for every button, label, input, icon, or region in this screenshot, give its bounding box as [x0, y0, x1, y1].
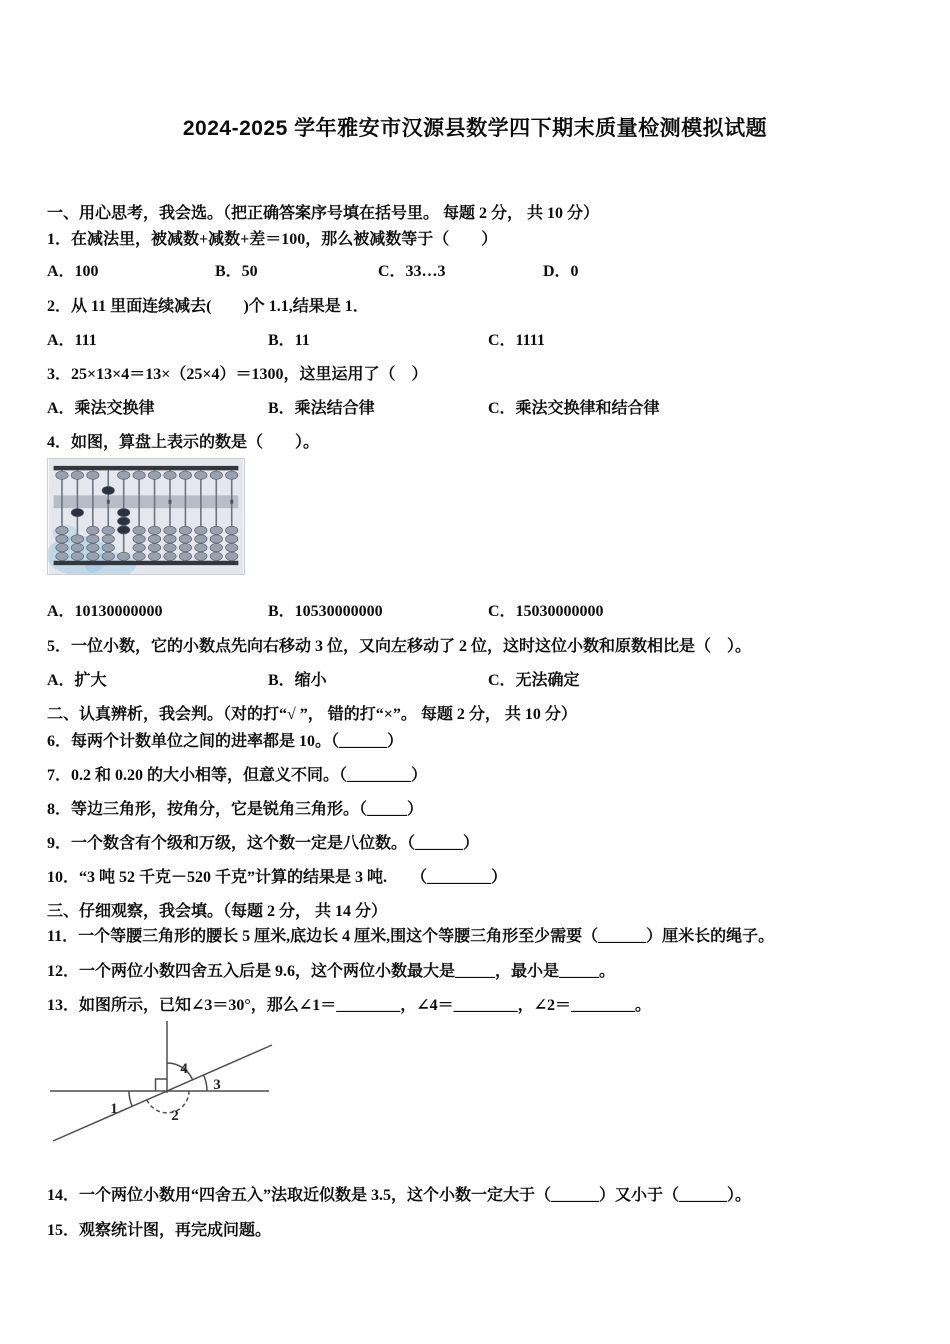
question-3-options	[47, 399, 907, 419]
abacus-bead	[117, 471, 129, 479]
abacus-bead-active	[102, 486, 114, 494]
crossbar-unit-mark	[230, 500, 233, 504]
abacus-bead	[226, 526, 238, 534]
question-1: 1．在减法里，被减数+减数+差＝100，那么被减数等于（ ）	[47, 231, 498, 248]
abacus-bead	[148, 471, 160, 479]
abacus-bead	[133, 526, 145, 534]
abacus-bead	[56, 544, 68, 552]
section-two-heading: 二、认真辨析，我会判。（对的打“√ ”， 错的打“×”。 每题 2 分， 共 10 分）	[47, 706, 577, 723]
option-b: B．10530000000	[268, 603, 383, 620]
section-one-heading: 一、用心思考，我会选。（把正确答案序号填在括号里。 每题 2 分， 共 10 分）	[47, 205, 600, 222]
abacus-top-frame	[54, 466, 239, 470]
angle-3-arc	[204, 1075, 207, 1091]
abacus-bead	[179, 552, 191, 560]
abacus-bead	[71, 552, 83, 560]
option-c: C．33…3	[378, 263, 446, 280]
angle-2-label: 2	[171, 1108, 179, 1124]
angle-3-label: 3	[213, 1077, 221, 1093]
abacus-svg	[48, 459, 244, 574]
question-8: 8．等边三角形，按角分，它是锐角三角形。（_____）	[47, 801, 424, 818]
option-b: B．缩小	[268, 672, 327, 689]
abacus-bead	[210, 535, 222, 543]
abacus-bead	[210, 471, 222, 479]
abacus-bead	[195, 552, 207, 560]
question-4: 4．如图，算盘上表示的数是（ ）。	[47, 434, 320, 451]
abacus-bead	[164, 552, 176, 560]
abacus-bead	[148, 544, 160, 552]
abacus-bead	[195, 471, 207, 479]
question-9: 9．一个数含有个级和万级，这个数一定是八位数。（______）	[47, 835, 480, 852]
question-5-options	[47, 671, 907, 691]
question-7: 7．0.2 和 0.20 的大小相等，但意义不同。（________）	[47, 767, 428, 784]
option-a: A．扩大	[47, 672, 107, 689]
abacus-bead	[133, 552, 145, 560]
abacus-bead	[164, 544, 176, 552]
abacus-bead-active	[117, 508, 129, 516]
abacus-bead	[71, 471, 83, 479]
abacus-bead	[56, 535, 68, 543]
diagonal-line	[53, 1045, 272, 1141]
abacus-bead	[71, 535, 83, 543]
angle-4-label: 4	[180, 1061, 188, 1077]
option-c: C．无法确定	[488, 672, 580, 689]
abacus-bead	[148, 535, 160, 543]
crossbar-unit-mark	[169, 500, 172, 504]
option-a: A．111	[47, 332, 97, 349]
option-b: B．乘法结合律	[268, 400, 375, 417]
angle-diagram-svg	[40, 1018, 340, 1163]
option-c: C．15030000000	[488, 603, 604, 620]
abacus-bead	[148, 552, 160, 560]
question-14: 14．一个两位小数用“四舍五入”法取近似数是 3.5，这个小数一定大于（______）又小于（______）。	[47, 1187, 752, 1204]
option-b: B．11	[268, 332, 310, 349]
question-6: 6．每两个计数单位之间的进率都是 10。（______）	[47, 733, 404, 750]
question-4-options	[47, 602, 907, 622]
abacus-bead	[117, 552, 129, 560]
abacus-bead	[195, 526, 207, 534]
abacus-bead	[226, 471, 238, 479]
abacus-crossbar	[54, 495, 239, 508]
abacus-bead	[179, 526, 191, 534]
abacus-bottom-frame	[54, 561, 239, 565]
abacus-bead	[87, 552, 99, 560]
abacus-bead	[102, 526, 114, 534]
abacus-bead	[164, 526, 176, 534]
abacus-bead	[210, 544, 222, 552]
question-11: 11．一个等腰三角形的腰长 5 厘米,底边长 4 厘米,围这个等腰三角形至少需要（______）厘米长的绳子。	[47, 928, 775, 945]
question-1-options	[47, 262, 907, 282]
crossbar-unit-mark	[107, 500, 110, 504]
angle-2-arc	[147, 1091, 189, 1113]
abacus-bead	[179, 471, 191, 479]
option-a: A．10130000000	[47, 603, 163, 620]
abacus-bead	[210, 526, 222, 534]
question-15: 15．观察统计图，再完成问题。	[47, 1222, 272, 1239]
abacus-bead	[195, 544, 207, 552]
right-angle-mark	[156, 1079, 168, 1091]
section-three-heading: 三、仔细观察，我会填。（每题 2 分， 共 14 分）	[47, 903, 388, 920]
angle-diagram	[40, 1018, 340, 1163]
abacus-bead	[102, 535, 114, 543]
abacus-bead	[56, 552, 68, 560]
abacus-bead	[179, 544, 191, 552]
abacus-bead	[133, 535, 145, 543]
question-3: 3．25×13×4＝13×（25×4）＝1300，这里运用了（ ）	[47, 366, 428, 383]
abacus-bead	[102, 552, 114, 560]
abacus-bead	[71, 544, 83, 552]
abacus-bead	[210, 552, 222, 560]
angle-1-arc	[129, 1091, 132, 1106]
abacus-bead	[56, 471, 68, 479]
abacus-bead	[148, 526, 160, 534]
option-a: A．100	[47, 263, 99, 280]
abacus-bead	[87, 471, 99, 479]
abacus-bead-active	[117, 517, 129, 525]
option-b: B．50	[215, 263, 258, 280]
page-title: 2024-2025 学年雅安市汉源县数学四下期末质量检测模拟试题	[182, 117, 768, 140]
abacus-bead	[87, 544, 99, 552]
option-d: D．0	[543, 263, 579, 280]
abacus-bead	[226, 535, 238, 543]
abacus-bead	[133, 544, 145, 552]
question-2: 2．从 11 里面连续减去( )个 1.1,结果是 1．	[47, 298, 369, 315]
abacus-bead	[87, 526, 99, 534]
question-13: 13．如图所示，已知∠3＝30°，那么∠1＝________，∠4＝________，∠2＝________。	[47, 997, 652, 1014]
abacus-bead	[87, 535, 99, 543]
option-c: C．1111	[488, 332, 545, 349]
question-12: 12．一个两位小数四舍五入后是 9.6，这个两位小数最大是_____，最小是_____。	[47, 963, 616, 980]
abacus-bead	[133, 471, 145, 479]
abacus-bead	[179, 535, 191, 543]
abacus-bead-active	[71, 508, 83, 516]
abacus-bead-active	[117, 526, 129, 534]
abacus-bead	[226, 552, 238, 560]
option-a: A．乘法交换律	[47, 400, 155, 417]
question-2-options	[47, 331, 907, 351]
abacus-bead	[226, 544, 238, 552]
option-c: C．乘法交换律和结合律	[488, 400, 660, 417]
abacus-image	[47, 458, 245, 575]
abacus-bead	[164, 471, 176, 479]
abacus-bead	[164, 535, 176, 543]
angle-1-label: 1	[110, 1101, 118, 1117]
question-10: 10．“3 吨 52 千克－520 千克”计算的结果是 3 吨. （________）	[47, 869, 508, 886]
abacus-bead	[56, 526, 68, 534]
question-5: 5．一位小数，它的小数点先向右移动 3 位，又向左移动了 2 位，这时这位小数和原数相比是（ ）。	[47, 638, 752, 655]
abacus-bead	[195, 535, 207, 543]
abacus-bead	[102, 544, 114, 552]
